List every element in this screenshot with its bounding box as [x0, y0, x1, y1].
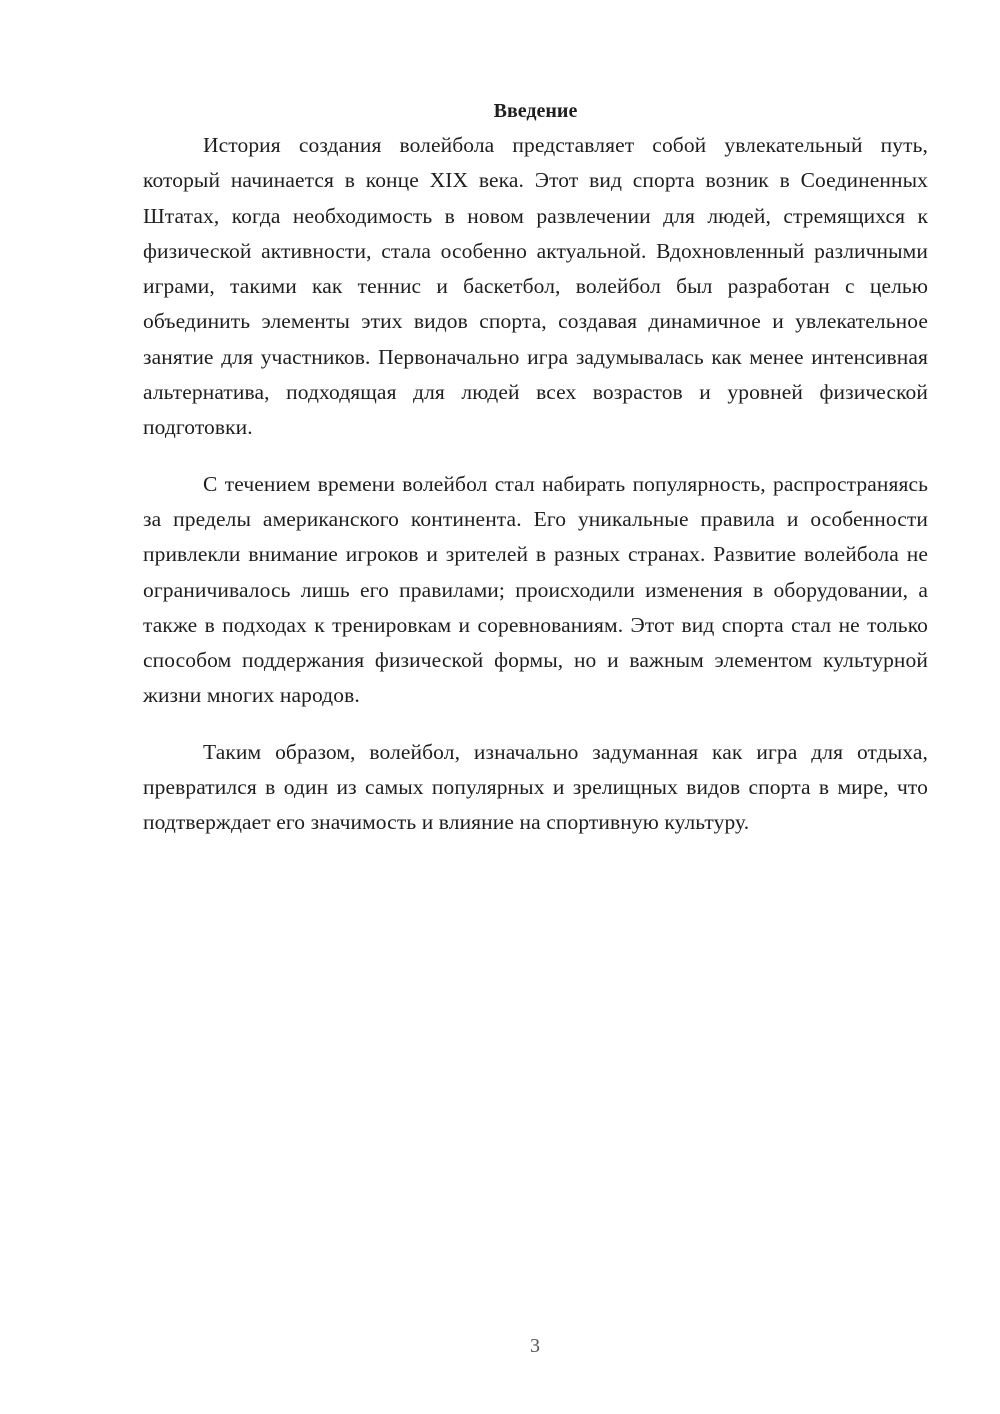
paragraph-3: Таким образом, волейбол, изначально задуманная как игра для отдыха, превратился в один из самых популярных и зрелищных видов спорта в мире, что подтверждает его значимость и влияние на спортивную культуру. [143, 739, 928, 835]
section-heading: Введение [493, 100, 578, 122]
page-content [143, 96, 928, 862]
page-number: 3 [530, 1335, 540, 1357]
paragraph-1: История создания волейбола представляет собой увлекательный путь, который начинается в конце XIX века. Этот вид спорта возник в Соединенных Штатах, когда необходимость в новом развлечении для людей, стремящихся к физической активности, стала особенно актуальной. Вдохновленный различными играми, такими как теннис и баскетбол, волейбол был разработан с целью объединить элементы этих видов спорта, создавая динамичное и увлекательное занятие для участников. Первоначально игра задумывалась как менее интенсивная альтернатива, подходящая для людей всех возрастов и уровней физической подготовки. [143, 133, 928, 440]
paragraph-2: С течением времени волейбол стал набирать популярность, распространяясь за пределы американского континента. Его уникальные правила и особенности привлекли внимание игроков и зрителей в разных странах. Развитие волейбола не ограничивалось лишь его правилами; происходили изменения в оборудовании, а также в подходах к тренировкам и соревнованиям. Этот вид спорта стал не только способом поддержания физической формы, но и важным элементом культурной жизни многих народов. [143, 471, 928, 708]
